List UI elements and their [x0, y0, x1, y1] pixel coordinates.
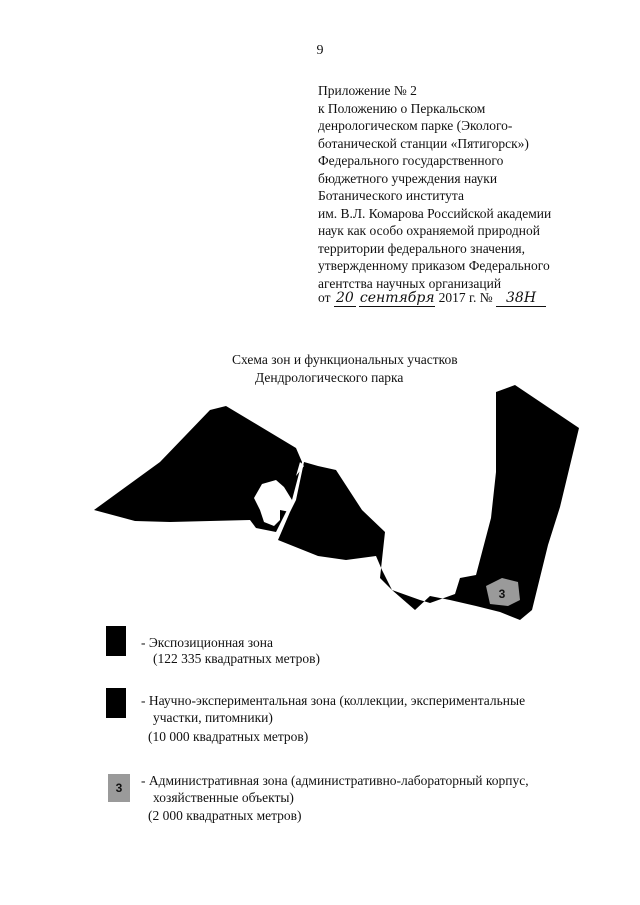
handwritten-day: 20	[334, 290, 356, 307]
park-zone-map	[0, 378, 640, 638]
number-sign: №	[479, 290, 493, 305]
exposition-zone-area	[278, 385, 579, 620]
appendix-line: агентства научных организаций	[318, 275, 502, 291]
appendix-line: утвержденному приказом Федерального	[318, 258, 550, 273]
appendix-line: Ботанического института	[318, 188, 464, 203]
appendix-line: Приложение № 2	[318, 83, 417, 98]
appendix-line: к Положению о Перкальском	[318, 100, 486, 116]
legend-label: Административная зона (административно-лабораторный корпус,	[148, 773, 529, 788]
administrative-zone-swatch: 3	[108, 774, 130, 802]
scientific-zone-swatch	[106, 688, 126, 718]
scheme-title-line2: Дендрологического парка	[255, 370, 404, 385]
legend-area: (122 335 квадратных метров)	[153, 651, 321, 666]
handwritten-month: сентября	[359, 290, 435, 306]
appendix-line: Федерального государственного	[318, 153, 504, 168]
legend-text-continued: хозяйственные объекты)	[153, 790, 294, 805]
page-number: 9	[316, 43, 324, 58]
legend-text: - Экспозиционная зона	[141, 635, 273, 650]
appendix-line: денрологическом парке (Эколого-	[318, 118, 513, 133]
legend-text: - Научно-экспериментальная зона (коллекции, экспериментальные	[141, 693, 526, 708]
appendix-header	[318, 82, 551, 292]
administrative-zone-marker: 3	[498, 587, 506, 601]
legend-label: Научно-экспериментальная зона (коллекции, экспериментальные	[148, 693, 526, 708]
handwritten-order-number: 38Н	[496, 290, 546, 307]
scheme-title-line1: Схема зон и функциональных участков	[232, 352, 458, 367]
appendix-line: наук как особо охраняемой природной	[318, 223, 540, 238]
appendix-line: бюджетного учреждения науки	[318, 170, 498, 186]
appendix-line: им. В.Л. Комарова Российской академии	[318, 205, 552, 221]
legend-area: (2 000 квадратных метров)	[148, 808, 302, 823]
appendix-line: территории федерального значения,	[318, 240, 525, 256]
exposition-zone-swatch	[106, 626, 126, 656]
order-date-line	[318, 290, 546, 307]
legend-text-continued: участки, питомники)	[153, 710, 273, 725]
legend-area: (10 000 квадратных метров)	[148, 729, 309, 744]
date-year: 2017 г.	[438, 290, 477, 305]
appendix-line: ботанической станции «Пятигорск»)	[318, 135, 529, 151]
legend-label: Экспозиционная зона	[148, 635, 273, 650]
legend-text: - Административная зона (административно-лабораторный корпус,	[141, 773, 529, 788]
date-prefix: от	[318, 290, 331, 305]
